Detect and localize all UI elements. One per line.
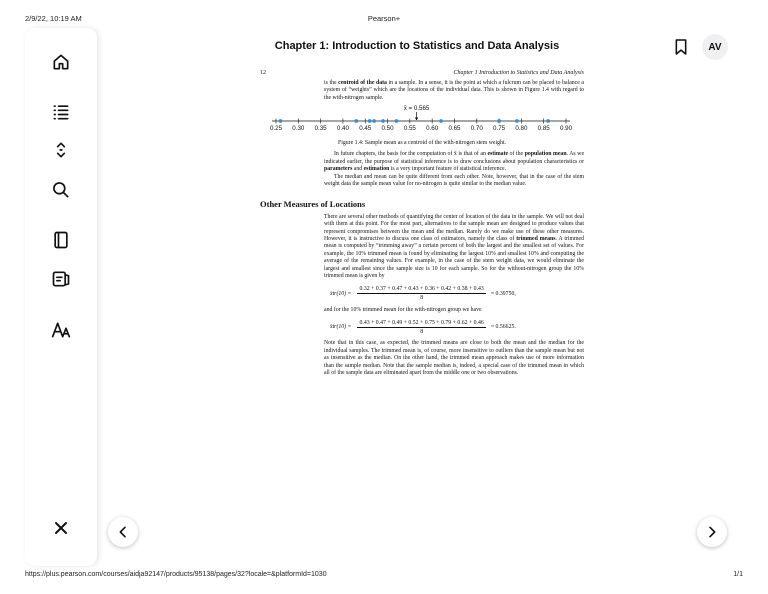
data-point <box>368 119 372 123</box>
equation-denominator: 8 <box>420 295 424 302</box>
print-date: 2/9/22, 10:19 AM <box>25 14 82 23</box>
sidebar-item-expand-collapse[interactable] <box>49 138 73 162</box>
x-tick-label: 0.90 <box>559 125 573 133</box>
equation-result: = 0.39750, <box>490 290 516 297</box>
close-icon <box>51 518 71 538</box>
section-title: Other Measures of Locations <box>260 198 366 209</box>
book-page <box>258 70 586 377</box>
equation-result: = 0.56625. <box>490 324 516 331</box>
chevron-left-icon <box>115 524 131 540</box>
x-tick-label: 0.35 <box>314 125 327 133</box>
close-button[interactable] <box>49 516 73 540</box>
avatar[interactable]: AV <box>702 34 728 60</box>
bookmark-icon <box>674 38 688 56</box>
data-point <box>354 119 358 123</box>
text-size-icon <box>51 320 71 340</box>
equation-numerator: 0.32 + 0.37 + 0.47 + 0.43 + 0.36 + 0.42 + 0.38 + 0.43 <box>359 286 484 293</box>
data-point <box>372 119 376 123</box>
print-header <box>25 14 743 24</box>
x-tick-label: 0.55 <box>403 125 416 133</box>
cards-icon <box>51 269 71 289</box>
bold-term: parameters <box>324 166 353 173</box>
data-point <box>381 119 385 123</box>
text-run: In future chapters, the basis for the computation of x̄ is that of an <box>334 151 488 158</box>
sidebar-item-search[interactable] <box>49 178 73 202</box>
data-point <box>279 119 283 123</box>
equation-with-nitrogen <box>324 316 586 338</box>
paragraph-median-mean: The median and mean can be quite different from each other. Note, however, that in the case of the stem weight data the sample mean value for no-nitrogen is quite similar to the median value. <box>324 173 584 188</box>
x-tick-label: 0.60 <box>426 125 439 133</box>
text-run: is a very important feature of statistical inference. <box>389 166 507 173</box>
text-run: is the <box>324 80 339 86</box>
running-head-title: Chapter 1 Introduction to Statistics and Data Analysis <box>453 70 584 76</box>
x-tick-label: 0.30 <box>292 125 305 133</box>
x-tick-label: 0.65 <box>448 125 461 133</box>
equation-denominator: 8 <box>420 328 424 335</box>
home-icon <box>51 52 71 72</box>
text-run: and <box>352 166 364 173</box>
sidebar-item-display-settings[interactable] <box>49 318 73 342</box>
notebook-icon <box>51 230 71 250</box>
paragraph-estimate <box>324 151 584 173</box>
print-title: Pearson+ <box>367 14 401 23</box>
next-page-button[interactable] <box>697 517 727 547</box>
x-tick-label: 0.85 <box>537 125 550 133</box>
sidebar-item-table-of-contents[interactable] <box>49 100 73 124</box>
search-icon <box>51 180 71 200</box>
paragraph-trimmed-means <box>324 214 584 281</box>
x-tick-label: 0.50 <box>381 125 394 133</box>
x-tick-label: 0.70 <box>470 125 483 133</box>
equation-fraction <box>357 286 485 301</box>
sidebar-item-flashcards[interactable] <box>49 267 73 291</box>
mean-arrow-head <box>415 118 419 121</box>
text-run: of the <box>508 151 525 158</box>
page-number: 12 <box>260 70 266 76</box>
expand-vertical-icon <box>51 140 71 160</box>
sidebar-item-notebook[interactable] <box>49 228 73 252</box>
x-tick-label: 0.45 <box>359 125 372 133</box>
top-right-controls <box>672 34 728 60</box>
mean-label: x̄ = 0.565 <box>403 105 430 113</box>
figure-caption: Figure 1.4: Sample mean as a centroid of the with-nitrogen stem weight. <box>338 140 506 147</box>
running-header <box>258 70 586 80</box>
x-tick-label: 0.25 <box>269 125 283 133</box>
paragraph-with-nitrogen: and for the 10% trimmed mean for the with-nitrogen group we have <box>324 306 482 313</box>
text-run: . A trimmed mean is computed by “trimming away” a certain percent of both the largest and the smallest set of values. For example, the 10% trimmed mean is found by eliminating the largest 10% and smallest 10% and computing the average of the remaining values. For example, in the case of the stem weight data, we would eliminate the largest and smallest since the sample size is 10 for each sample. So for the without-nitrogen group the 10% trimmed mean is given by <box>324 235 584 280</box>
bold-term: estimate <box>487 151 509 158</box>
data-point <box>395 119 399 123</box>
bold-term: centroid of the data <box>338 80 387 86</box>
bold-term: estimation <box>363 166 390 173</box>
previous-page-button[interactable] <box>108 517 138 547</box>
print-footer <box>25 571 743 581</box>
data-point <box>515 119 519 123</box>
paragraph-centroid <box>324 80 584 102</box>
equation-numerator: 0.43 + 0.47 + 0.49 + 0.52 + 0.75 + 0.79 + 0.62 + 0.46 <box>359 319 484 326</box>
sidebar-item-home[interactable] <box>49 50 73 74</box>
bookmark-button[interactable] <box>672 36 690 58</box>
data-point <box>439 119 443 123</box>
equation-lhs: x̄tr(10) = <box>330 324 352 331</box>
sidebar <box>25 28 97 566</box>
data-point <box>546 119 550 123</box>
text-run: There are several other methods of quantifying the center of location of the data in the sample. We will not deal with them at this point. For the most part, alternatives to the sample mean are designed to produce values that represent compromises between the mean and the median. Rarely do we make use of these other measures. However, it is instructive to discuss one class of estimators, namely the class of <box>324 213 584 242</box>
bold-term: population mean <box>524 151 567 158</box>
x-tick-label: 0.80 <box>515 125 528 133</box>
x-tick-label: 0.75 <box>493 125 506 133</box>
text-run: . As we indicated earlier, the purpose of statistical inference is to draw conclusions about population characteristics or <box>324 151 585 165</box>
chapter-title: Chapter 1: Introduction to Statistics and Data Analysis <box>274 40 560 52</box>
chevron-right-icon <box>704 524 720 540</box>
equation-fraction <box>357 320 485 335</box>
print-page-number: 1/1 <box>733 571 743 578</box>
equation-lhs: x̄tr(10) = <box>330 290 352 297</box>
dot-plot-chart <box>266 105 576 135</box>
x-tick-label: 0.40 <box>336 125 349 133</box>
print-url: https://plus.pearson.com/courses/aidja92147/products/95138/pages/32?locale=&platformId=1030 <box>25 571 327 578</box>
list-icon <box>51 102 71 122</box>
text-run: in a sample. In a sense, it is the point at which a fulcrum can be placed to balance a system of “weights” which are the locations of the individual data. This is shown in Figure 1.4 with regard to the with-nitrogen sample. <box>324 80 584 101</box>
bold-term: trimmed means <box>516 235 556 242</box>
equation-no-nitrogen <box>324 283 586 305</box>
data-point <box>497 119 501 123</box>
paragraph-conclusion: Note that in this case, as expected, the trimmed means are close to both the mean and the median for the individual samples. The trimmed mean is, of course, more insensitive to outliers than the sample mean but not as insensitive as the median. On the other hand, the trimmed mean approach makes use of more information than the sample median. Note that the sample median is, indeed, a special case of the trimmed mean in which all of the sample data are eliminated apart from the middle one or two observations. <box>324 340 584 376</box>
figure-dot-plot <box>266 105 576 135</box>
